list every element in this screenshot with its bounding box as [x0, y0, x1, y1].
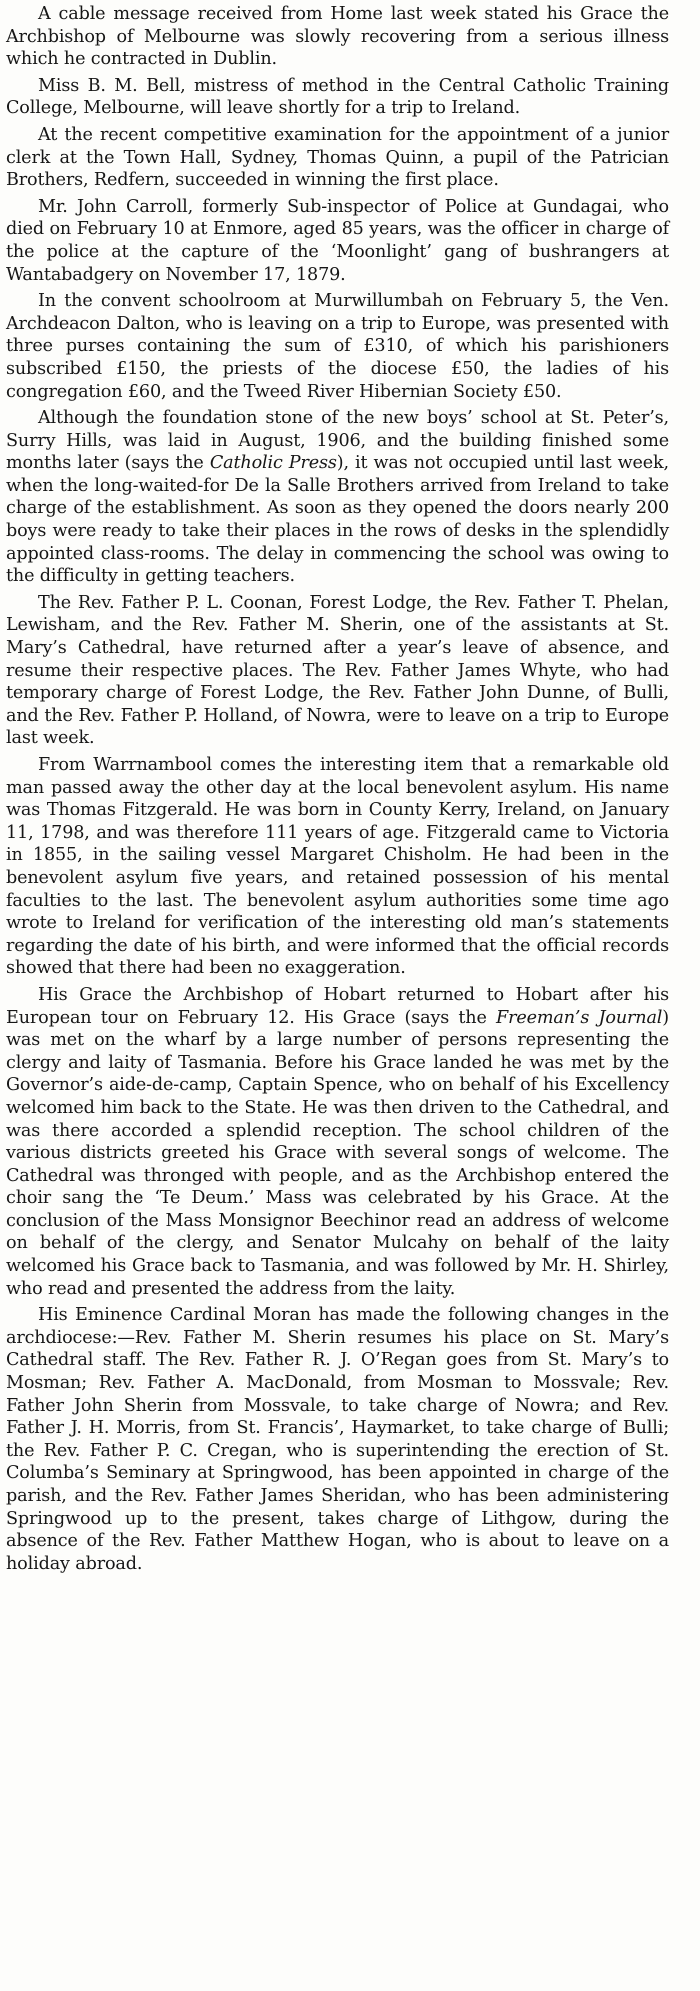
- text-run: ), it was not occupied until last week, when the long-waited-for De la Salle Brothers arrived from Ireland to take charge of the establishment. As soon as they opened the doors nearly 200 boys were ready to take their places in the rows of desks in the splendidly appointed class-rooms. The delay in commencing the school was owing to the difficulty in getting teachers.: [6, 453, 669, 587]
- paragraph-st-peters-school: [6, 407, 669, 588]
- paragraph-murwillumbah-presentation: In the convent schoolroom at Murwillumbah on February 5, the Ven. Archdeacon Dalton, who is leaving on a trip to Europe, was presented with three purses containing the sum of £310, of which his parishioners subscribed £150, the priests of the diocese £50, the ladies of his congregation £60, and the Tweed River Hibernian Society £50.: [6, 291, 669, 402]
- paragraph-john-carroll: Mr. John Carroll, formerly Sub-inspector of Police at Gundagai, who died on February 10 at Enmore, aged 85 years, was the officer in charge of the police at the capture of the ‘Moonlight’ gang of bushrangers at Wantabadgery on November 17, 1879.: [6, 196, 669, 285]
- publication-name: Freeman’s Journal: [496, 1007, 663, 1028]
- paragraph-warrnambool-fitzgerald: From Warrnambool comes the interesting item that a remarkable old man passed away the other day at the local benevolent asylum. His name was Thomas Fitzgerald. He was born in County Kerry, Ireland, on January 11, 1798, and was therefore 111 years of age. Fitzgerald came to Victoria in 1855, in the sailing vessel Margaret Chisholm. He had been in the benevolent asylum five years, and retained possession of his mental faculties to the last. The benevolent asylum authorities some time ago wrote to Ireland for verification of the interesting old man’s statements regarding the date of his birth, and were informed that the official records showed that there had been no exaggeration.: [6, 755, 669, 979]
- paragraph-miss-bell: Miss B. M. Bell, mistress of method in the Central Catholic Training College, Melbourne, will leave shortly for a trip to Ireland.: [6, 75, 669, 119]
- paragraph-town-hall-exam: At the recent competitive examination for the appointment of a junior clerk at the Town Hall, Sydney, Thomas Quinn, a pupil of the Patrician Brothers, Redfern, succeeded in winning the first place.: [6, 124, 669, 191]
- news-column: [6, 3, 669, 1579]
- paragraph-archbishop-melbourne: A cable message received from Home last week stated his Grace the Archbishop of Melbourne was slowly recovering from a serious illness which he contracted in Dublin.: [6, 4, 669, 70]
- paragraph-cardinal-moran-changes: His Eminence Cardinal Moran has made the following changes in the archdiocese:—Rev. Father M. Sherin resumes his place on St. Mary’s Cathedral staff. The Rev. Father R. J. O’Regan goes from St. Mary’s to Mosman; Rev. Father A. MacDonald, from Mosman to Mossvale; Rev. Father John Sherin from Mossvale, to take charge of Nowra; and Rev. Father J. H. Morris, from St. Francis’, Haymarket, to take charge of Bulli; the Rev. Father P. C. Cregan, who is superintending the erection of St. Columba’s Seminary at Springwood, has been appointed in charge of the parish, and the Rev. Father James Sheridan, who has been administering Springwood up to the present, takes charge of Lithgow, during the absence of the Rev. Father Matthew Hogan, who is about to leave on a holiday abroad.: [6, 1305, 669, 1574]
- text-run: ) was met on the wharf by a large number of persons representing the clergy and laity of Tasmania. Before his Grace landed he was met by the Governor’s aide-de-camp, Captain Spence, who on behalf of his Excellency welcomed him back to the State. He was then driven to the Cathedral, and was there accorded a splendid reception. The school children of the various districts greeted his Grace with several songs of welcome. The Cathedral was thronged with people, and as the Archbishop entered the choir sang the ‘Te Deum.’ Mass was celebrated by his Grace. At the conclusion of the Mass Monsignor Beechinor read an address of welcome on behalf of the clergy, and Senator Mulcahy on behalf of the laity welcomed his Grace back to Tasmania, and was followed by Mr. H. Shirley, who read and presented the address from the laity.: [6, 1007, 669, 1299]
- paragraph-priests-return: The Rev. Father P. L. Coonan, Forest Lodge, the Rev. Father T. Phelan, Lewisham, and the Rev. Father M. Sherin, one of the assistants at St. Mary’s Cathedral, have returned after a year’s leave of absence, and resume their respective places. The Rev. Father James Whyte, who had temporary charge of Forest Lodge, the Rev. Father John Dunne, of Bulli, and the Rev. Father P. Holland, of Nowra, were to leave on a trip to Europe last week.: [6, 592, 669, 749]
- text-run: His Grace the Archbishop of Hobart returned to Hobart after his European tour on February 12. His Grace (says the: [6, 984, 669, 1028]
- publication-name: Catholic Press: [209, 453, 337, 474]
- paragraph-archbishop-hobart: [6, 984, 669, 1300]
- text-run: Although the foundation stone of the new boys’ school at St. Peter’s, Surry Hills, was laid in August, 1906, and the building finished some months later (says the: [6, 408, 669, 474]
